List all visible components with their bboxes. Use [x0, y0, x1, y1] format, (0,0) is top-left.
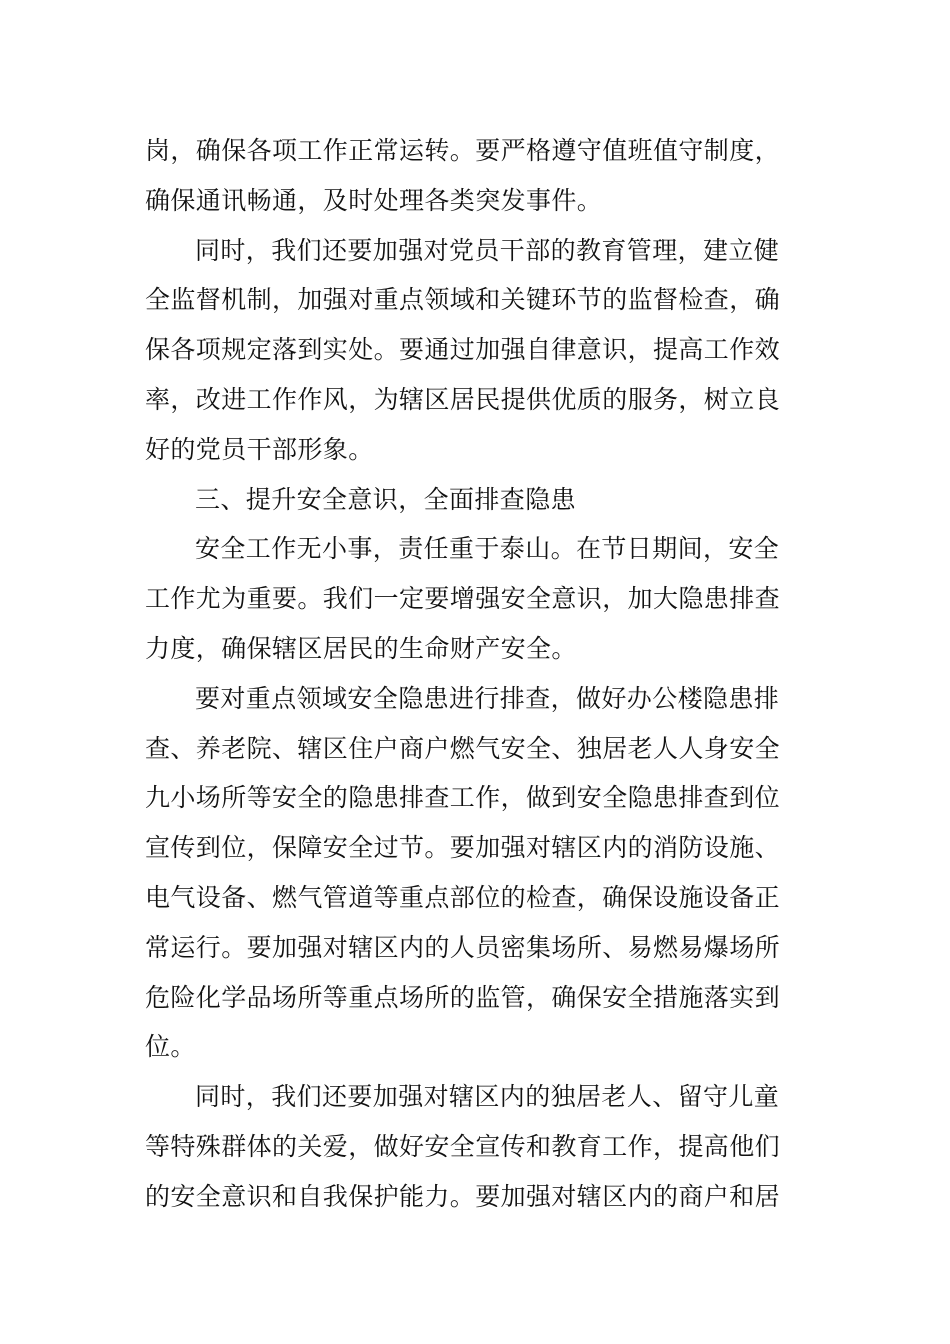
text-line: 保各项规定落到实处。要通过加强自律意识，提高工作效 [145, 335, 781, 365]
text-line: 工作尤为重要。我们一定要增强安全意识，加大隐患排查 [145, 584, 781, 614]
text-line: 率，改进工作作风，为辖区居民提供优质的服务，树立良 [145, 384, 781, 414]
document-body [145, 126, 805, 1222]
text-line: 电气设备、燃气管道等重点部位的检查，确保设施设备正 [145, 882, 781, 912]
paragraph-first-line: 同时，我们还要加强对辖区内的独居老人、留守儿童 [195, 1082, 780, 1112]
text-line: 九小场所等安全的隐患排查工作，做到安全隐患排查到位 [145, 783, 781, 813]
text-line: 好的党员干部形象。 [145, 434, 374, 464]
text-line: 宣传到位，保障安全过节。要加强对辖区内的消防设施、 [145, 833, 781, 863]
text-line: 等特殊群体的关爱，做好安全宣传和教育工作，提高他们 [145, 1131, 781, 1161]
paragraph-first-line: 三、提升安全意识，全面排查隐患 [195, 484, 577, 514]
text-line: 确保通讯畅通，及时处理各类突发事件。 [145, 185, 603, 215]
text-line: 危险化学品场所等重点场所的监管，确保安全措施落实到 [145, 982, 781, 1012]
text-line: 全监督机制，加强对重点领域和关键环节的监督检查，确 [145, 285, 781, 315]
paragraph-first-line: 安全工作无小事，责任重于泰山。在节日期间，安全 [195, 534, 780, 564]
text-line: 力度，确保辖区居民的生命财产安全。 [145, 633, 577, 663]
text-line: 查、养老院、辖区住户商户燃气安全、独居老人人身安全 [145, 733, 781, 763]
paragraph-first-line: 同时，我们还要加强对党员干部的教育管理，建立健 [195, 235, 780, 265]
text-line: 常运行。要加强对辖区内的人员密集场所、易燃易爆场所 [145, 932, 781, 962]
text-line: 位。 [145, 1032, 196, 1062]
paragraph-first-line: 要对重点领域安全隐患进行排查，做好办公楼隐患排 [195, 683, 780, 713]
text-line: 岗，确保各项工作正常运转。要严格遵守值班值守制度， [145, 136, 781, 165]
text-line: 的安全意识和自我保护能力。要加强对辖区内的商户和居 [145, 1181, 781, 1211]
